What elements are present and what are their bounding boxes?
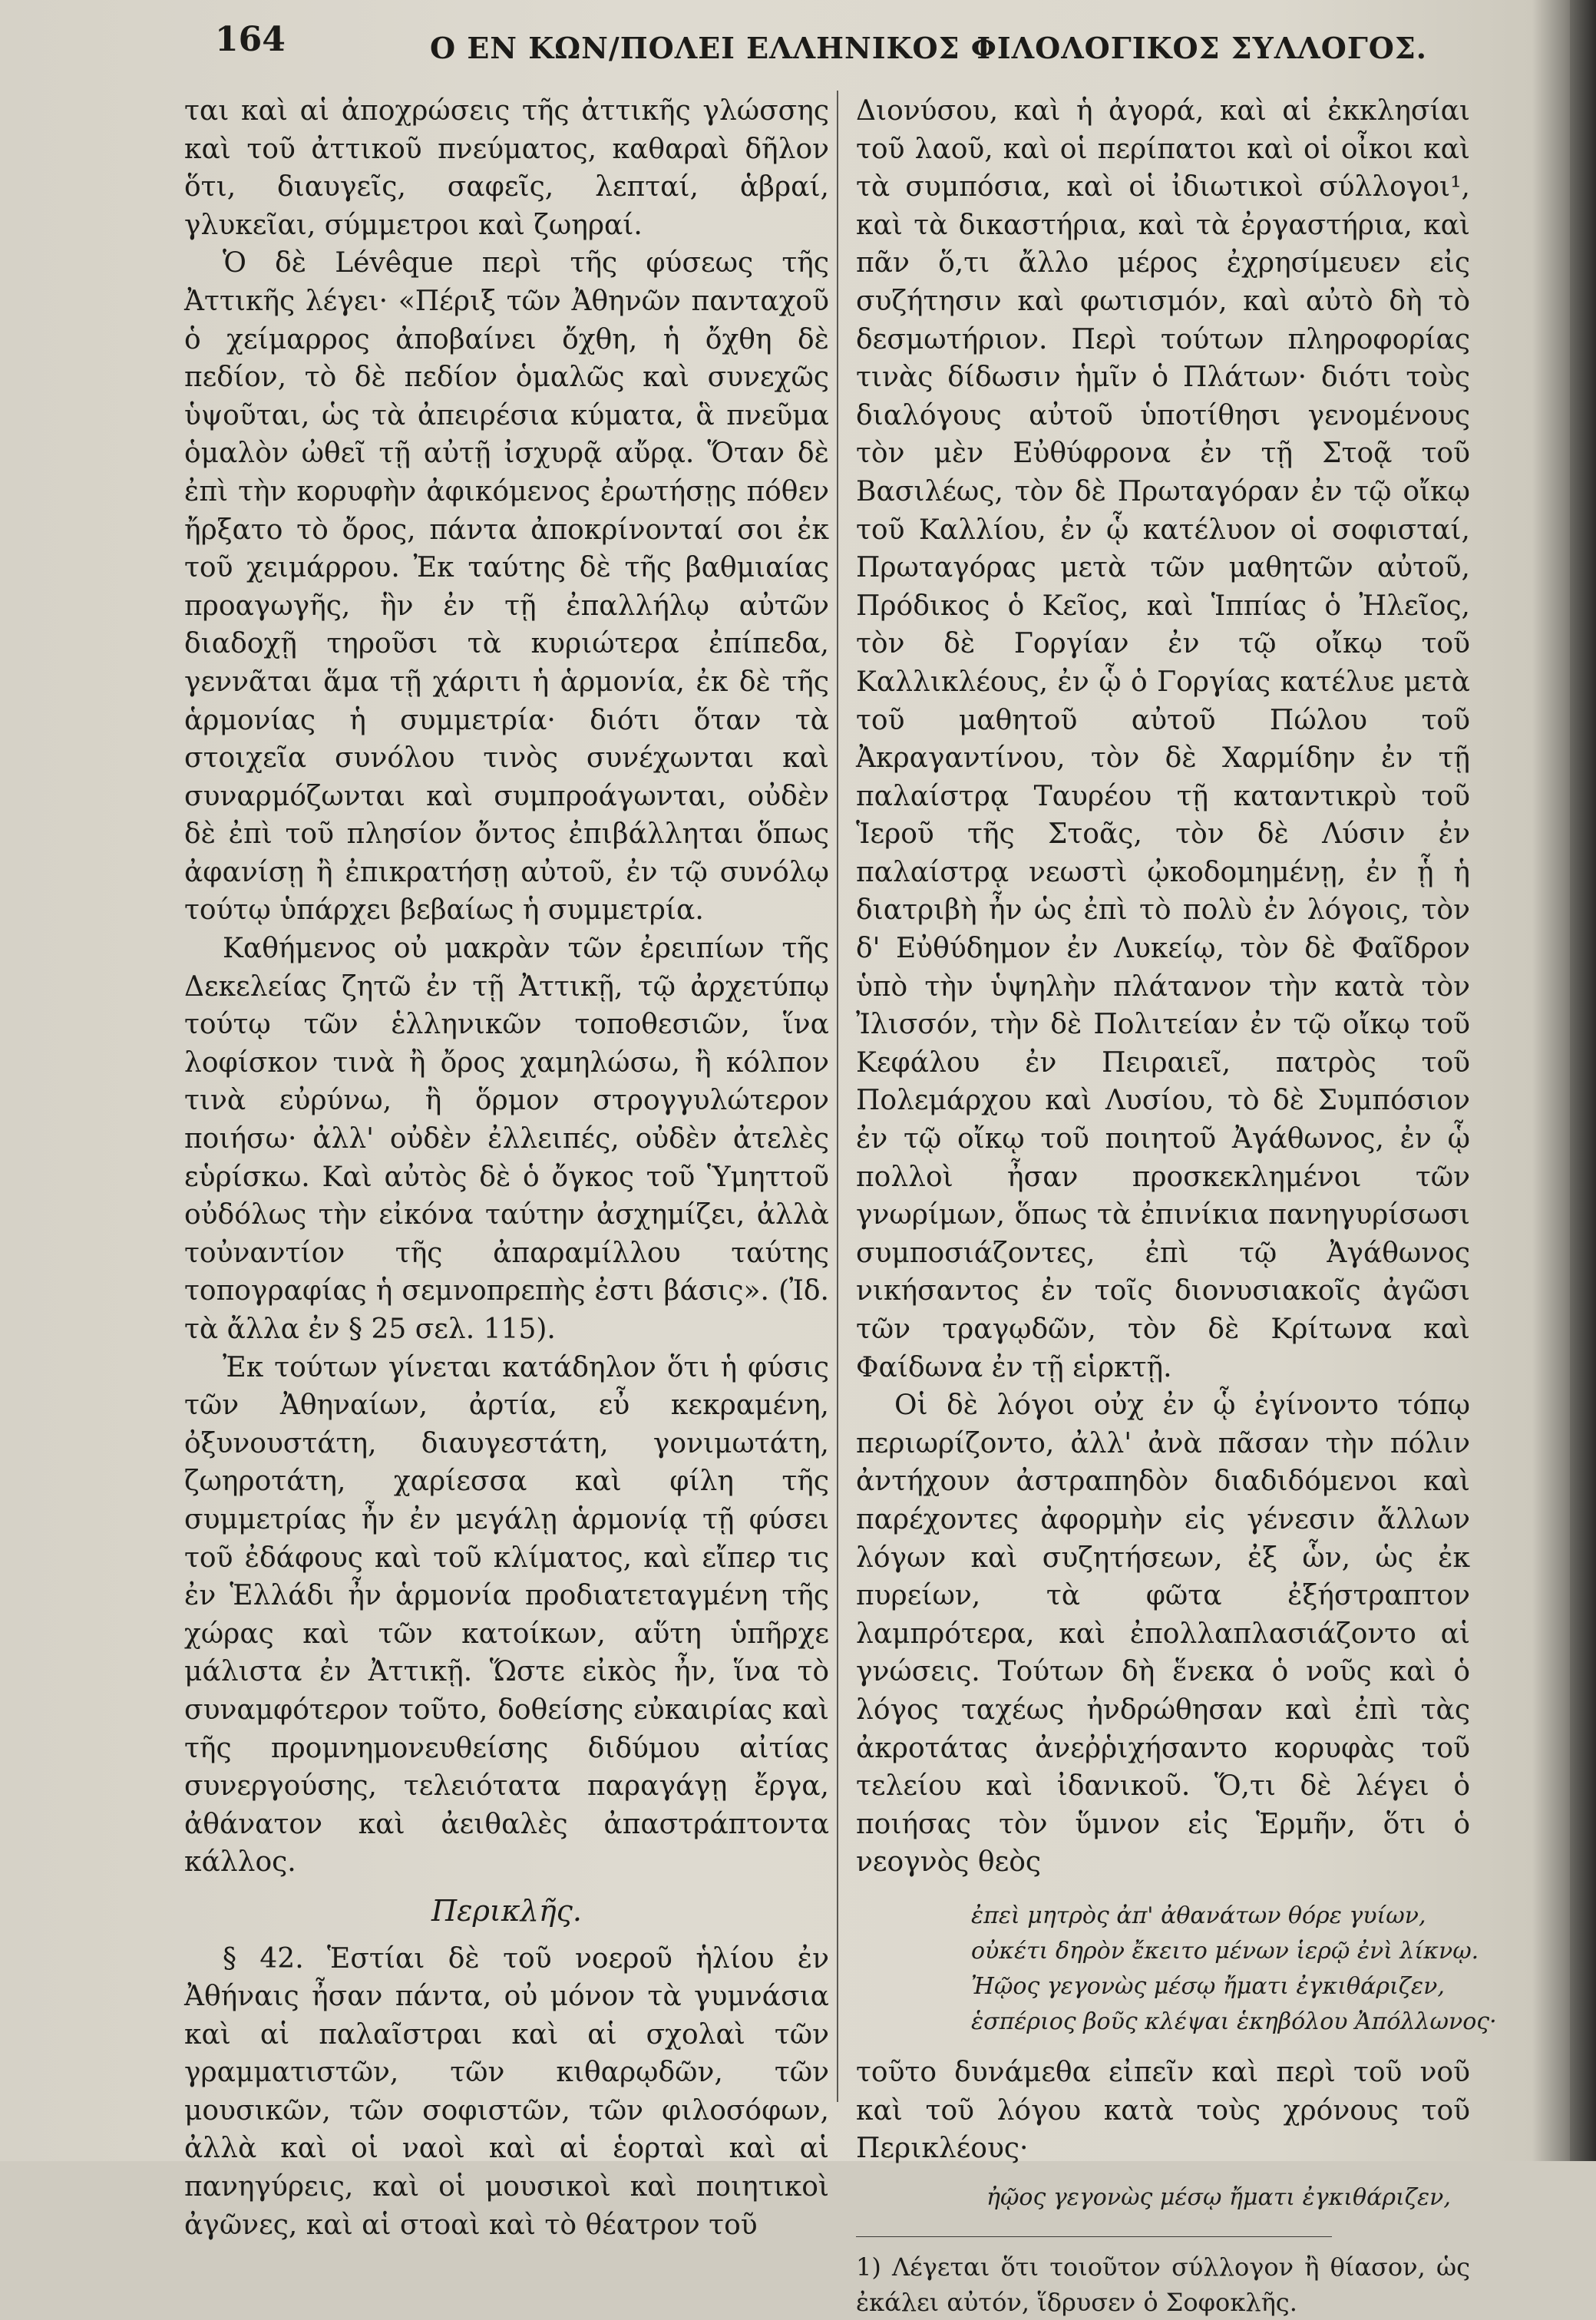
right-column <box>856 92 1497 2320</box>
running-title: Ο ΕΝ ΚΩΝ/ΠΟΛΕΙ ΕΛΛΗΝΙΚΟΣ ΦΙΛΟΛΟΓΙΚΟΣ ΣΥΛΛΟΓΟΣ. <box>430 31 1427 65</box>
paragraph: τοῦτο δυνάμεθα εἰπεῖν καὶ περὶ τοῦ νοῦ καὶ τοῦ λόγου κατὰ τοὺς χρόνους τοῦ Περικλέους· <box>856 2056 1470 2165</box>
column-divider <box>837 91 838 2102</box>
paragraph: ται καὶ αἱ ἀποχρώσεις τῆς ἀττικῆς γλώσσης καὶ τοῦ ἀττικοῦ πνεύματος, καθαραὶ δῆλον ὅτι, διαυγεῖς, σαφεῖς, λεπταί, ἁβραί, γλυκεῖαι, σύμμετροι καὶ ζωηραί. <box>184 95 829 241</box>
book-binding-edge <box>1570 0 1596 2161</box>
paragraph: Οἱ δὲ λόγοι οὐχ ἐν ᾧ ἐγίνοντο τόπῳ περιωρίζοντο, ἀλλ' ἀνὰ πᾶσαν τὴν πόλιν ἀντήχουν ἀστραπηδὸν διαδιδόμενοι καὶ παρέχοντες ἀφορμὴν εἰς γένεσιν ἄλλων λόγων καὶ συζητήσεων, ἐξ ὧν, ὡς ἐκ πυρείων, τὰ φῶτα ἐξήστραπτον λαμπρότερα, καὶ ἐπολλαπλασιάζοντο αἱ γνώσεις. Τούτων δὴ ἕνεκα ὁ νοῦς καὶ ὁ λόγος ταχέως ἠνδρώθησαν καὶ ἐπὶ τὰς ἀκροτάτας ἀνεῤῥιχήσαντο κορυφὰς τοῦ τελείου καὶ ἰδανικοῦ. Ὅ,τι δὲ λέγει ὁ ποιήσας τὸν ὕμνον εἰς Ἑρμῆν, ὅτι ὁ νεογνὸς θεὸς <box>856 1390 1470 1879</box>
verse-line: ἑσπέριος βοῦς κλέψαι ἑκηβόλου Ἀπόλλωνος· <box>971 2008 1497 2035</box>
verse-quotation <box>971 1899 1497 2040</box>
verse-line: οὐκέτι δηρὸν ἔκειτο μένων ἱερῷ ἐνὶ λίκνῳ. <box>971 1937 1479 1965</box>
verse-line: Ἠῷος γεγονὼς μέσῳ ἤματι ἐγκιθάριζεν, <box>971 1972 1445 2000</box>
paragraph: Καθήμενος οὐ μακρὰν τῶν ἐρειπίων τῆς Δεκελείας ζητῶ ἐν τῇ Ἀττικῇ, τῷ ἀρχετύπῳ τούτῳ τῶν ἑλληνικῶν τοποθεσιῶν, ἵνα λοφίσκον τινὰ ἢ ὄρος χαμηλώσω, ἢ κόλπον τινὰ εὐρύνω, ἢ ὅρμον στρογγυλώτερον ποιήσω· ἀλλ' οὐδὲν ἐλλειπές, οὐδὲν ἀτελὲς εὑρίσκω. Καὶ αὐτὸς δὲ ὁ ὄγκος τοῦ Ὑμηττοῦ οὐδόλως τὴν εἰκόνα ταύτην ἀσχημίζει, ἀλλὰ τοὐναντίον τῆς ἀπαραμίλλου ταύτης τοπογραφίας ἡ σεμνοπρεπὴς ἐστι βάσις». (Ἰδ. τὰ ἄλλα ἐν § 25 σελ. 115). <box>184 933 829 1345</box>
paragraph: Ἐκ τούτων γίνεται κατάδηλον ὅτι ἡ φύσις τῶν Ἀθηναίων, ἀρτία, εὖ κεκραμένη, ὀξυνουστάτη, διαυγεστάτη, γονιμωτάτη, ζωηροτάτη, χαρίεσσα καὶ φίλη τῆς συμμετρίας ἦν ἐν μεγάλῃ ἁρμονίᾳ τῇ φύσει τοῦ ἐδάφους καὶ τοῦ κλίματος, καὶ εἴπερ τις ἐν Ἑλλάδι ἦν ἁρμονία προδιατεταγμένη τῆς χώρας καὶ τῶν κατοίκων, αὕτη ὑπῆρχε μάλιστα ἐν Ἀττικῇ. Ὥστε εἰκὸς ἦν, ἵνα τὸ συναμφότερον τοῦτο, δοθείσης εὐκαιρίας καὶ τῆς προμνημονευθείσης διδύμου αἰτίας συνεργούσης, τελειότατα παραγάγῃ ἔργα, ἀθάνατον καὶ ἀειθαλὲς ἀπαστράπτοντα κάλλος. <box>184 1351 829 1879</box>
paragraph: Διονύσου, καὶ ἡ ἀγορά, καὶ αἱ ἐκκλησίαι τοῦ λαοῦ, καὶ οἱ περίπατοι καὶ οἱ οἶκοι καὶ τὰ συμπόσια, καὶ οἱ ἰδιωτικοὶ σύλλογοι¹, καὶ τὰ δικαστήρια, καὶ τὰ ἐργαστήρια, καὶ πᾶν ὅ,τι ἄλλο μέρος ἐχρησίμευεν εἰς συζήτησιν καὶ φωτισμόν, καὶ αὐτὸ δὴ τὸ δεσμωτήριον. Περὶ τούτων πληροφορίας τινὰς δίδωσιν ἡμῖν ὁ Πλάτων· διότι τοὺς διαλόγους αὐτοῦ ὑποτίθησι γενομένους τὸν μὲν Εὐθύφρονα ἐν τῇ Στοᾷ τοῦ Βασιλέως, τὸν δὲ Πρωταγόραν ἐν τῷ οἴκῳ τοῦ Καλλίου, ἐν ᾧ κατέλυον οἱ σοφισταί, Πρωταγόρας μετὰ τῶν μαθητῶν αὐτοῦ, Πρόδικος ὁ Κεῖος, καὶ Ἱππίας ὁ Ἠλεῖος, τὸν δὲ Γοργίαν ἐν τῷ οἴκῳ τοῦ Καλλικλέους, ἐν ᾧ ὁ Γοργίας κατέλυε μετὰ τοῦ μαθητοῦ αὐτοῦ Πώλου τοῦ Ἀκραγαντίνου, τὸν δὲ Χαρμίδην ἐν τῇ παλαίστρᾳ Ταυρέου τῇ καταντικρὺ τοῦ Ἱεροῦ τῆς Στοᾶς, τὸν δὲ Λύσιν ἐν παλαίστρᾳ νεωστὶ ᾠκοδομημένῃ, ἐν ᾗ ἡ διατριβὴ ἦν ὡς ἐπὶ τὸ πολὺ ἐν λόγοις, τὸν δ' Εὐθύδημον ἐν Λυκείῳ, τὸν δὲ Φαῖδρον ὑπὸ τὴν ὑψηλὴν πλάτανον τὴν κατὰ τὸν Ἰλισσόν, τὴν δὲ Πολιτείαν ἐν τῷ οἴκῳ τοῦ Κεφάλου ἐν Πειραιεῖ, πατρὸς τοῦ Πολεμάρχου καὶ Λυσίου, τὸ δὲ Συμπόσιον ἐν τῷ οἴκῳ τοῦ ποιητοῦ Ἀγάθωνος, ἐν ᾧ πολλοὶ ἦσαν προσκεκλημένοι τῶν γνωρίμων, ὅπως τὰ ἐπινίκια πανηγυρίσωσι συμποσιάζοντες, ἐπὶ τῷ Ἀγάθωνος νικήσαντος ἐν τοῖς διονυσιακοῖς ἀγῶσι τῶν τραγῳδῶν, τὸν δὲ Κρίτωνα καὶ Φαίδωνα ἐν τῇ εἱρκτῇ. <box>856 95 1470 1383</box>
verse-line: ἐπεὶ μητρὸς ἀπ' ἀθανάτων θόρε γυίων, <box>971 1902 1426 1929</box>
page-number: 164 <box>215 20 286 59</box>
footnote-rule <box>856 2236 1332 2237</box>
verse-line: ἠῷος γεγονὼς μέσῳ ἤματι ἐγκιθάριζεν, <box>986 2183 1451 2211</box>
left-column <box>184 92 829 2244</box>
section-title: Περικλῆς. <box>431 1893 582 1928</box>
section-paragraph: § 42. Ἑστίαι δὲ τοῦ νοεροῦ ἡλίου ἐν Ἀθήναις ἦσαν πάντα, οὐ μόνον τὰ γυμνάσια καὶ αἱ παλαῖστραι καὶ αἱ σχολαὶ τῶν γραμματιστῶν, τῶν κιθαρῳδῶν, τῶν μουσικῶν, τῶν σοφιστῶν, τῶν φιλοσόφων, ἀλλὰ καὶ οἱ ναοὶ καὶ αἱ ἑορταὶ καὶ αἱ πανηγύρεις, καὶ οἱ μουσικοὶ καὶ ποιητικοὶ ἀγῶνες, καὶ αἱ στοαὶ καὶ τὸ θέατρον τοῦ <box>184 1942 829 2241</box>
paragraph: Ὁ δὲ Lévêque περὶ τῆς φύσεως τῆς Ἀττικῆς λέγει· «Πέριξ τῶν Ἀθηνῶν πανταχοῦ ὁ χείμαρρος ἀποβαίνει ὄχθη, ἡ ὄχθη δὲ πεδίον, τὸ δὲ πεδίον ὁμαλῶς καὶ συνεχῶς ὑψοῦται, ὡς τὰ ἀπειρέσια κύματα, ἃ πνεῦμα ὁμαλὸν ὠθεῖ τῇ αὐτῇ ἰσχυρᾷ αὔρᾳ. Ὅταν δὲ ἐπὶ τὴν κορυφὴν ἀφικόμενος ἐρωτήσῃς πόθεν ἤρξατο τὸ ὄρος, πάντα ἀποκρίνονταί σοι ἐκ τοῦ χειμάρρου. Ἐκ ταύτης δὲ τῆς βαθμιαίας προαγωγῆς, ἣν ἐν τῇ ἐπαλλήλῳ αὐτῶν διαδοχῇ τηροῦσι τὰ κυριώτερα ἐπίπεδα, γεννᾶται ἅμα τῇ χάριτι ἡ ἁρμονία, ἐκ δὲ τῆς ἁρμονίας ἡ συμμετρία· διότι ὅταν τὰ στοιχεῖα συνόλου τινὸς συνέχωνται καὶ συναρμόζωνται καὶ συμπροάγωνται, οὐδὲν δὲ ἐπὶ τοῦ πλησίον ὄντος ἐπιβάλληται ὅπως ἀφανίσῃ ἢ ἐπικρατήσῃ αὐτοῦ, ἐν τῷ συνόλῳ τούτῳ ὑπάρχει βεβαίως ἡ συμμετρία. <box>184 247 829 927</box>
footnote: 1) Λέγεται ὅτι τοιοῦτον σύλλογον ἢ θίασον, ὡς ἐκάλει αὐτόν, ἵδρυσεν ὁ Σοφοκλῆς. <box>856 2252 1470 2318</box>
